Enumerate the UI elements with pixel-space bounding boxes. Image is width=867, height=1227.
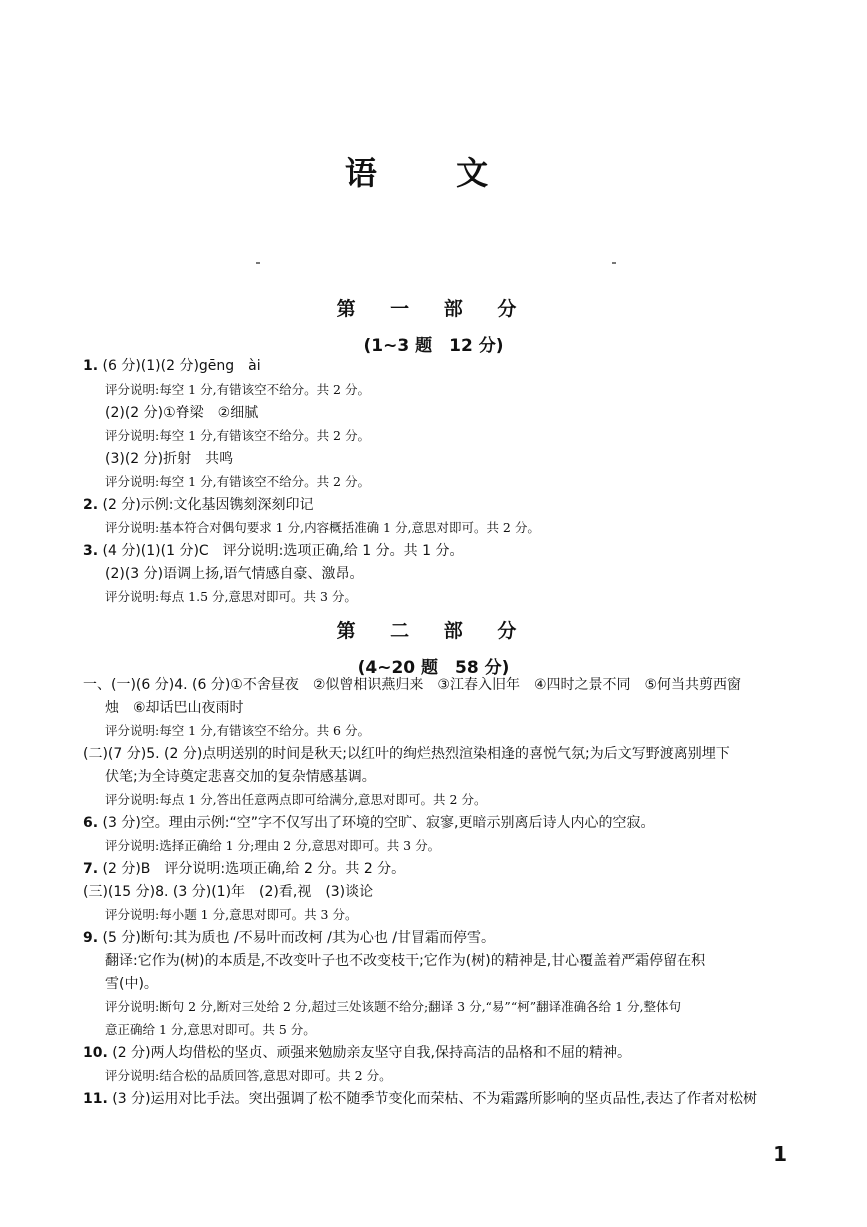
part1-heading: 第 一 部 分	[336, 298, 531, 320]
answer-text: 雪(中)。	[105, 976, 158, 992]
question-number: 9.	[83, 930, 99, 946]
q10-line	[83, 1044, 631, 1062]
scoring-note: 评分说明:选择正确给 1 分;理由 2 分,意思对即可。共 3 分。	[105, 838, 441, 853]
answer-text: (3 分)空。理由示例:“空”字不仅写出了环境的空旷、寂寥,更暗示别离后诗人内心的空寂。	[98, 815, 655, 831]
scan-mark	[256, 262, 260, 264]
page-title: 语 文	[344, 154, 523, 192]
scan-mark	[612, 262, 616, 264]
answer-text: (2 分)示例:文化基因镌刻深刻印记	[98, 497, 314, 513]
section2-line: (二)(7 分)5. (2 分)点明送别的时间是秋天;以红叶的绚烂热烈渲染相逢的喜悦气氛;为后文写野渡离别埋下	[83, 746, 730, 762]
answer-text: (4 分)(1)(1 分)C 评分说明:选项正确,给 1 分。共 1 分。	[98, 543, 464, 559]
q6-line	[83, 814, 654, 832]
answer-text: (3)(2 分)折射 共鸣	[105, 451, 234, 467]
question-number: 1.	[83, 358, 99, 374]
answer-text: (2)(2 分)①脊梁 ②细腻	[105, 405, 259, 421]
answer-text: (2 分)B 评分说明:选项正确,给 2 分。共 2 分。	[98, 861, 406, 877]
question-number: 6.	[83, 815, 99, 831]
scoring-note: 评分说明:每空 1 分,有错该空不给分。共 2 分。	[105, 382, 370, 397]
answer-text: 伏笔;为全诗奠定悲喜交加的复杂情感基调。	[105, 769, 376, 785]
answer-text: 翻译:它作为(树)的本质是,不改变叶子也不改变枝干;它作为(树)的精神是,甘心覆盖着严霜停留在积	[105, 953, 706, 969]
scoring-note: 评分说明:每空 1 分,有错该空不给分。共 2 分。	[105, 428, 370, 443]
scoring-note: 评分说明:每小题 1 分,意思对即可。共 3 分。	[105, 907, 358, 922]
q11-line	[83, 1090, 757, 1108]
answer-text: (2)(3 分)语调上扬,语气情感自豪、激昂。	[105, 566, 364, 582]
answer-text: (2 分)两人均借松的坚贞、顽强来勉励亲友坚守自我,保持高洁的品格和不屈的精神。	[107, 1045, 631, 1061]
page-number: 1	[773, 1142, 787, 1166]
q1-line	[83, 357, 261, 375]
answer-text: 烛 ⑥却话巴山夜雨时	[105, 700, 244, 716]
answer-text: (3 分)运用对比手法。突出强调了松不随季节变化而荣枯、不为霜露所影响的坚贞品性,表达了作者对松树	[107, 1091, 757, 1107]
q3-line	[83, 542, 463, 560]
scoring-note: 评分说明:每点 1 分,答出任意两点即可给满分,意思对即可。共 2 分。	[105, 792, 487, 807]
question-number: 2.	[83, 497, 99, 513]
scoring-note: 意正确给 1 分,意思对即可。共 5 分。	[105, 1022, 316, 1037]
scoring-note: 评分说明:每点 1.5 分,意思对即可。共 3 分。	[105, 589, 357, 604]
question-number: 3.	[83, 543, 99, 559]
q7-line	[83, 860, 405, 878]
question-number: 11.	[83, 1091, 108, 1107]
question-number: 7.	[83, 861, 99, 877]
answer-text: (6 分)(1)(2 分)gēng ài	[98, 358, 261, 374]
q2-line	[83, 496, 314, 514]
scoring-note: 评分说明:结合松的品质回答,意思对即可。共 2 分。	[105, 1068, 392, 1083]
scoring-note: 评分说明:每空 1 分,有错该空不给分。共 2 分。	[105, 474, 370, 489]
part1-range: (1~3 题 12 分)	[363, 336, 504, 356]
answer-text: (5 分)断句:其为质也 /不易叶而改柯 /其为心也 /甘冒霜而停雪。	[98, 930, 496, 946]
scoring-note: 评分说明:断句 2 分,断对三处给 2 分,超过三处该题不给分;翻译 3 分,“易”“柯”翻译准确各给 1 分,整体句	[105, 999, 681, 1014]
scoring-note: 评分说明:每空 1 分,有错该空不给分。共 6 分。	[105, 723, 370, 738]
q9-line	[83, 929, 495, 947]
part2-range: (4~20 题 58 分)	[357, 658, 510, 678]
scoring-note: 评分说明:基本符合对偶句要求 1 分,内容概括准确 1 分,意思对即可。共 2 分。	[105, 520, 540, 535]
section1-line: 一、(一)(6 分)4. (6 分)①不舍昼夜 ②似曾相识燕归来 ③江春入旧年 ④四时之景不同 ⑤何当共剪西窗	[83, 677, 742, 693]
section3-line: (三)(15 分)8. (3 分)(1)年 (2)看,视 (3)谈论	[83, 884, 374, 900]
part2-heading: 第 二 部 分	[336, 620, 531, 642]
question-number: 10.	[83, 1045, 108, 1061]
